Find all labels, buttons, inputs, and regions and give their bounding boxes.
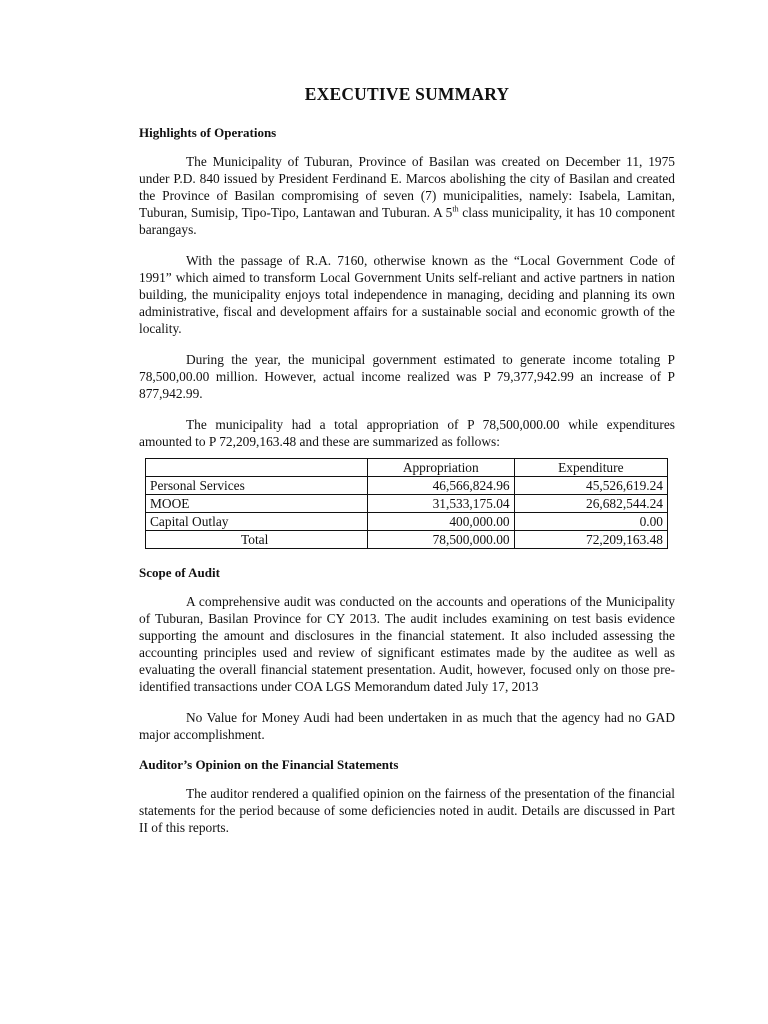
table-cell: Personal Services <box>146 477 368 495</box>
highlights-paragraph-2: With the passage of R.A. 7160, otherwise known as the “Local Government Code of 1991” which aimed to transform Local Government Units self-reliant and active partners in nation building, the municipality enjoys total independence in managing, deciding and planning its own administrative, fiscal and development affairs for a sustainable social and economic growth of the locality. <box>139 253 675 336</box>
table-cell: Total <box>146 531 368 549</box>
table-header-cell <box>146 459 368 477</box>
table-cell: 72,209,163.48 <box>514 531 667 549</box>
table-cell: 26,682,544.24 <box>514 495 667 513</box>
appropriation-table <box>145 458 668 549</box>
table-cell: 0.00 <box>514 513 667 531</box>
table-cell: Capital Outlay <box>146 513 368 531</box>
table-cell: 400,000.00 <box>367 513 514 531</box>
highlights-heading: Highlights of Operations <box>139 125 277 140</box>
table-row <box>146 477 668 495</box>
table-header-row <box>146 459 668 477</box>
opinion-paragraph-1: The auditor rendered a qualified opinion on the fairness of the presentation of the financial statements for the period because of some deficiencies noted in audit. Details are discussed in Part II of this reports. <box>139 786 675 835</box>
table-row <box>146 495 668 513</box>
scope-paragraph-2: No Value for Money Audi had been undertaken in as much that the agency had no GAD major accomplishment. <box>139 710 675 742</box>
page-title: EXECUTIVE SUMMARY <box>304 84 510 104</box>
scope-heading: Scope of Audit <box>139 565 220 580</box>
table-header-cell: Appropriation <box>367 459 514 477</box>
highlights-paragraph-4: The municipality had a total appropriation of P 78,500,000.00 while expenditures amounted to P 72,209,163.48 and these are summarized as follows: <box>139 417 675 449</box>
opinion-heading: Auditor’s Opinion on the Financial Statements <box>139 757 399 772</box>
table-cell: 46,566,824.96 <box>367 477 514 495</box>
table-cell: 31,533,175.04 <box>367 495 514 513</box>
highlights-paragraph-3: During the year, the municipal government estimated to generate income totaling P 78,500,00.00 million. However, actual income realized was P 79,377,942.99 an increase of P 877,942.99. <box>139 352 675 401</box>
table-total-row <box>146 531 668 549</box>
document-content <box>139 84 675 850</box>
table-row <box>146 513 668 531</box>
table-cell: 78,500,000.00 <box>367 531 514 549</box>
highlights-paragraph-1: The Municipality of Tuburan, Province of Basilan was created on December 11, 1975 under P.D. 840 issued by President Ferdinand E. Marcos abolishing the city of Basilan and created the Province of Basilan compromising of seven (7) municipalities, namely: Isabela, Lamitan, Tuburan, Sumisip, Tipo-Tipo, Lantawan and Tuburan. A 5th class municipality, it has 10 component barangays. <box>139 154 676 237</box>
scope-paragraph-1: A comprehensive audit was conducted on the accounts and operations of the Municipality of Tuburan, Basilan Province for CY 2013. The audit includes examining on test basis evidence supporting the amount and disclosures in the financial statement. It also included assessing the accounting principles used and review of significant estimates made by the auditee as well as evaluating the overall financial statement presentation. Audit, however, focused only on those pre-identified transactions under COA LGS Memorandum dated July 17, 2013 <box>139 594 675 694</box>
table-header-cell: Expenditure <box>514 459 667 477</box>
table-cell: 45,526,619.24 <box>514 477 667 495</box>
table-cell: MOOE <box>146 495 368 513</box>
